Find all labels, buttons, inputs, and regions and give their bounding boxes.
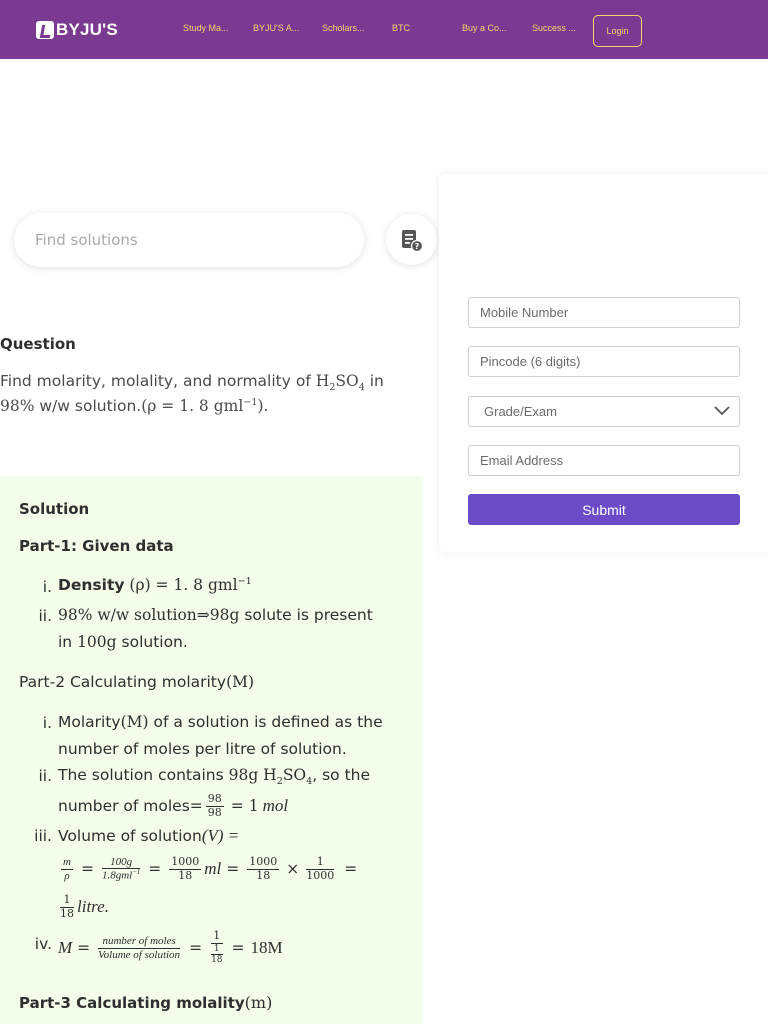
list-item-volume: Volume of solution(V) = bbox=[58, 826, 240, 845]
fraction: $\frac{m}{\rho}$ bbox=[63, 855, 71, 882]
list-item-molarity-def: Molarity(M) of a solution is defined as the bbox=[58, 713, 383, 731]
volume-result: $\frac{1}{18}$ litre. bbox=[60, 892, 109, 920]
list-number: i. bbox=[42, 578, 52, 596]
grade-exam-select[interactable] bbox=[468, 396, 740, 427]
list-item-molarity-def-cont: number of moles per litre of solution. bbox=[58, 740, 347, 758]
nav-byjus-app[interactable]: BYJU'S A... bbox=[253, 23, 300, 33]
question-line-2: 98% w/w solution.(ρ = 1. 8 gml$^{-1}$). bbox=[0, 397, 269, 416]
pincode-field[interactable] bbox=[468, 346, 740, 377]
fraction: $\frac{1}{1000}$ bbox=[306, 854, 335, 882]
list-item-moles: The solution contains 98g $H_2SO_4$, so the bbox=[58, 766, 371, 788]
list-item-ww-solution-cont: in 100g solution. bbox=[58, 633, 188, 651]
submit-button[interactable]: Submit bbox=[468, 494, 740, 525]
fraction: $\frac{100g}{1.8gml^{-1}}$ bbox=[101, 855, 141, 882]
molarity-equation: M = $\frac{\text{number of moles}}{\text{Volume of solution}}$ = $\frac{1}{\frac{1}{18}}$ = 18M bbox=[58, 929, 283, 966]
logo-mark-icon bbox=[36, 21, 54, 39]
part3-heading: Part-3 Calculating molality(m) bbox=[19, 993, 273, 1012]
list-number: ii. bbox=[38, 767, 52, 785]
logo-text: BYJU'S bbox=[56, 20, 118, 39]
list-number: ii. bbox=[38, 607, 52, 625]
fraction: $\frac{98}{98}$ bbox=[207, 791, 222, 819]
list-item-ww-solution: 98% w/w solution⇒98g solute is present bbox=[58, 606, 373, 624]
question-heading: Question bbox=[0, 335, 76, 353]
pincode-placeholder: Pincode (6 digits) bbox=[480, 354, 581, 369]
chevron-down-icon bbox=[713, 405, 731, 417]
volume-equation: $\frac{m}{\rho}$ = $\frac{100g}{1.8gml^{-1}}$ = $\frac{1000}{18}$ ml = $\frac{1000}{18}$ × $\frac{1}{1000}$ = bbox=[63, 854, 358, 882]
email-field[interactable] bbox=[468, 445, 740, 476]
fraction: $\frac{1}{\frac{1}{18}}$ bbox=[211, 929, 223, 966]
search-input[interactable] bbox=[14, 213, 364, 267]
nav-scholarship[interactable]: Scholars... bbox=[322, 23, 365, 33]
nav-btc[interactable]: BTC bbox=[392, 23, 410, 33]
top-nav-bar bbox=[0, 0, 768, 59]
list-item-moles-calc: number of moles = $\frac{98}{98}$ = 1 mol bbox=[58, 791, 289, 819]
question-line-1: Find molarity, molality, and normality of $H_2SO_4$ in bbox=[0, 372, 384, 394]
byjus-logo[interactable] bbox=[36, 20, 118, 40]
email-placeholder: Email Address bbox=[480, 453, 564, 468]
ask-doubt-icon bbox=[400, 228, 424, 252]
mobile-number-field[interactable] bbox=[468, 297, 740, 328]
fraction: $\frac{1000}{18}$ bbox=[249, 854, 278, 882]
nav-buy-a-course[interactable]: Buy a Co... bbox=[462, 23, 507, 33]
list-number: i. bbox=[42, 714, 52, 732]
list-number: iii. bbox=[34, 827, 52, 845]
nav-study-material[interactable]: Study Ma... bbox=[183, 23, 229, 33]
search-placeholder: Find solutions bbox=[35, 231, 138, 249]
fraction: $\frac{\text{number of moles}}{\text{Volume of solution}}$ bbox=[98, 934, 181, 961]
part1-heading: Part-1: Given data bbox=[19, 537, 174, 555]
grade-exam-label: Grade/Exam bbox=[484, 404, 557, 419]
fraction: $\frac{1000}{18}$ bbox=[171, 854, 200, 882]
svg-text:?: ? bbox=[414, 241, 419, 251]
mobile-number-placeholder: Mobile Number bbox=[480, 305, 569, 320]
nav-success-stories[interactable]: Success ... bbox=[532, 23, 577, 33]
list-item-density: Density (ρ) = 1. 8 gml$^{-1}$ bbox=[58, 576, 252, 595]
question-text: Find molarity, molality, and normality of bbox=[0, 372, 316, 390]
density-expression: (ρ = 1. 8 gml$^{-1}$). bbox=[141, 397, 269, 416]
formula-h2so4: $H_2SO_4$ bbox=[315, 372, 365, 394]
fraction: $\frac{1}{18}$ bbox=[60, 892, 74, 920]
list-number: iv. bbox=[34, 935, 52, 953]
solution-heading: Solution bbox=[19, 500, 90, 518]
part2-heading: Part-2 Calculating molarity(M) bbox=[19, 673, 255, 691]
login-button[interactable]: Login bbox=[593, 15, 642, 47]
ask-question-button[interactable] bbox=[386, 214, 437, 265]
